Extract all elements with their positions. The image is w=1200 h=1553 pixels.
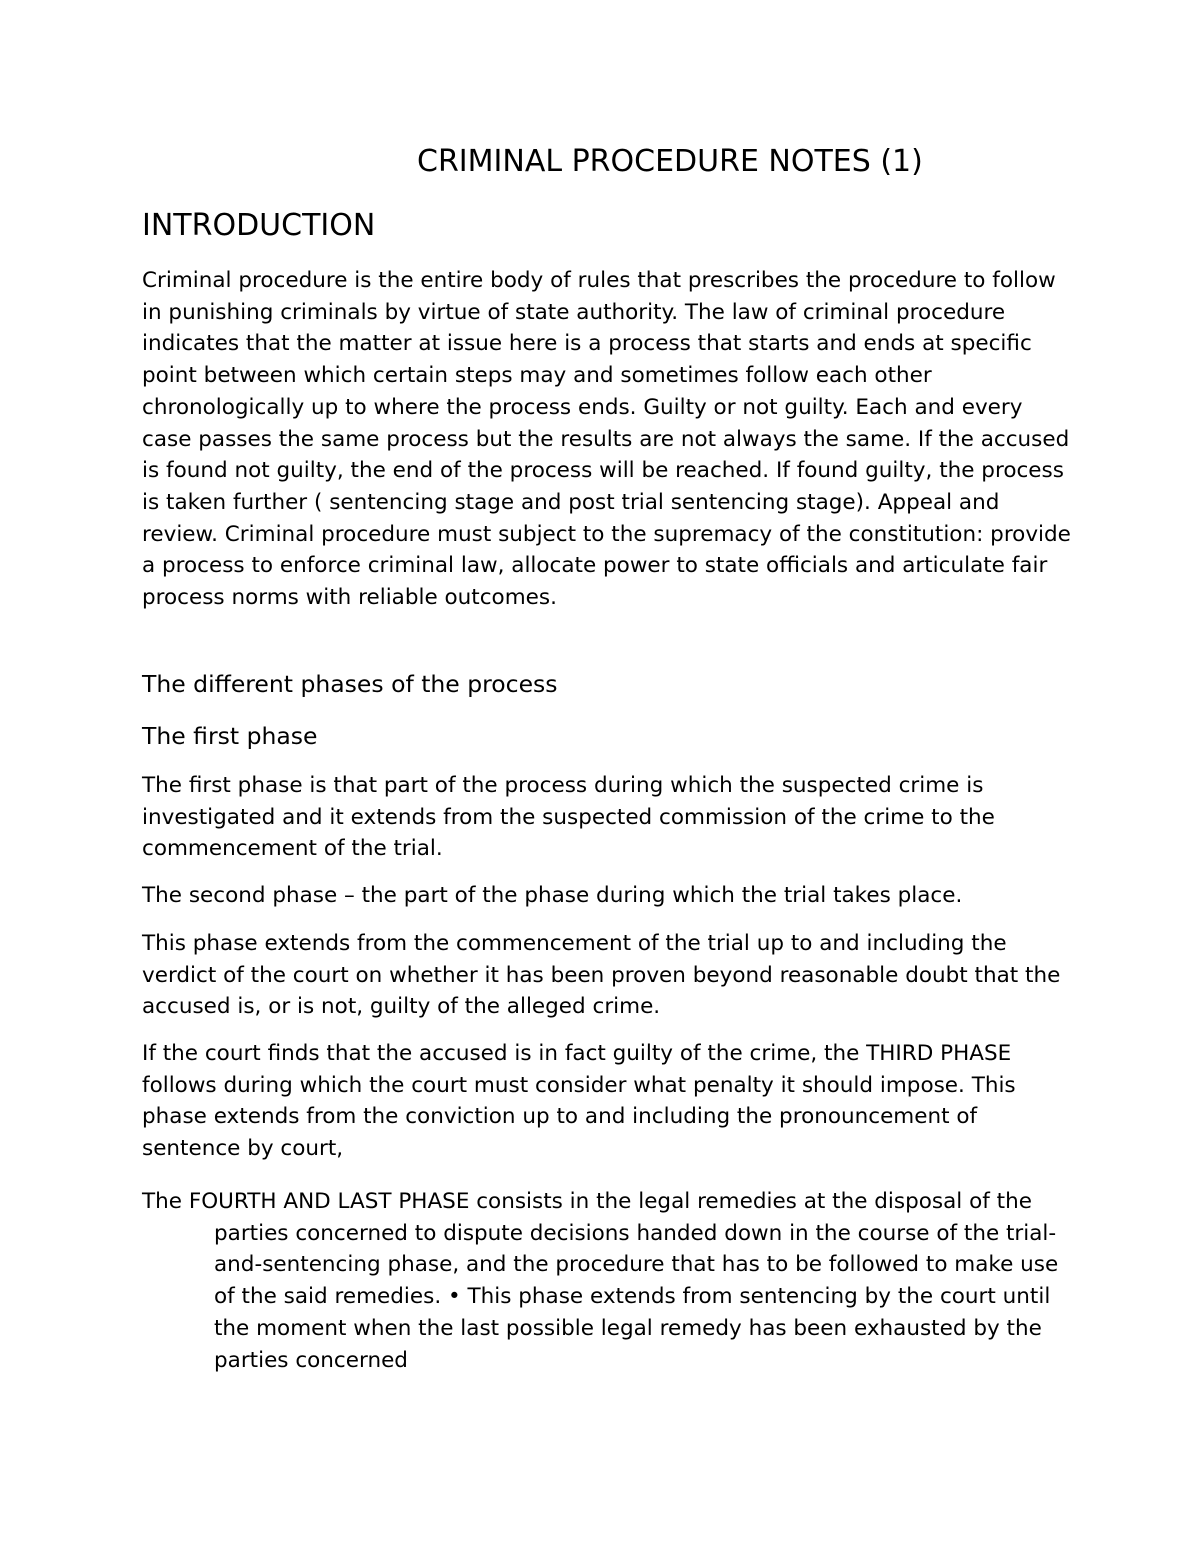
section-heading-introduction: INTRODUCTION (142, 208, 376, 243)
first-phase-heading: The first phase (142, 722, 318, 750)
intro-paragraph: Criminal procedure is the entire body of rules that prescribes the procedure to follow in punishing criminals by virtue of state authority. The law of criminal procedure indicates that the matter at issue here is a process that starts and ends at specific point between which certain steps may and sometimes follow each other chronologically up to where the process ends. Guilty or not guilty. Each and every case passes the same process but the results are not always the same. If the accused is found not guilty, the end of the process will be reached. If found guilty, the process is taken further ( sentencing stage and post trial sentencing stage). Appeal and review. Criminal procedure must subject to the supremacy of the constitution: provide a process to enforce criminal law, allocate power to state officials and articulate fair process norms with reliable outcomes. (142, 268, 1071, 611)
second-phase-extent-paragraph: This phase extends from the commencement of the trial up to and including the verdict of the court on whether it has been proven beyond reasonable doubt that the accused is, or is not, guilty of the alleged crime. (142, 931, 1061, 1020)
document-title: CRIMINAL PROCEDURE NOTES (1) (417, 144, 923, 179)
third-phase-paragraph: If the court finds that the accused is in fact guilty of the crime, the THIRD PHASE follows during which the court must consider what penalty it should impose. This phase extends from the conviction up to and including the pronouncement of sentence by court, (142, 1041, 1016, 1162)
fourth-phase-paragraph: The FOURTH AND LAST PHASE consists in the legal remedies at the disposal of the parties concerned to dispute decisions handed down in the course of the trial-and-sentencing phase, and the procedure that has to be followed to make use of the said remedies. • This phase extends from sentencing by the court until the moment when the last possible legal remedy has been exhausted by the parties concerned (142, 1189, 1059, 1373)
second-phase-paragraph: The second phase – the part of the phase during which the trial takes place. (142, 883, 963, 908)
first-phase-paragraph: The first phase is that part of the process during which the suspected crime is investigated and it extends from the suspected commission of the crime to the commencement of the trial. (142, 773, 995, 862)
phases-heading: The different phases of the process (142, 670, 558, 698)
